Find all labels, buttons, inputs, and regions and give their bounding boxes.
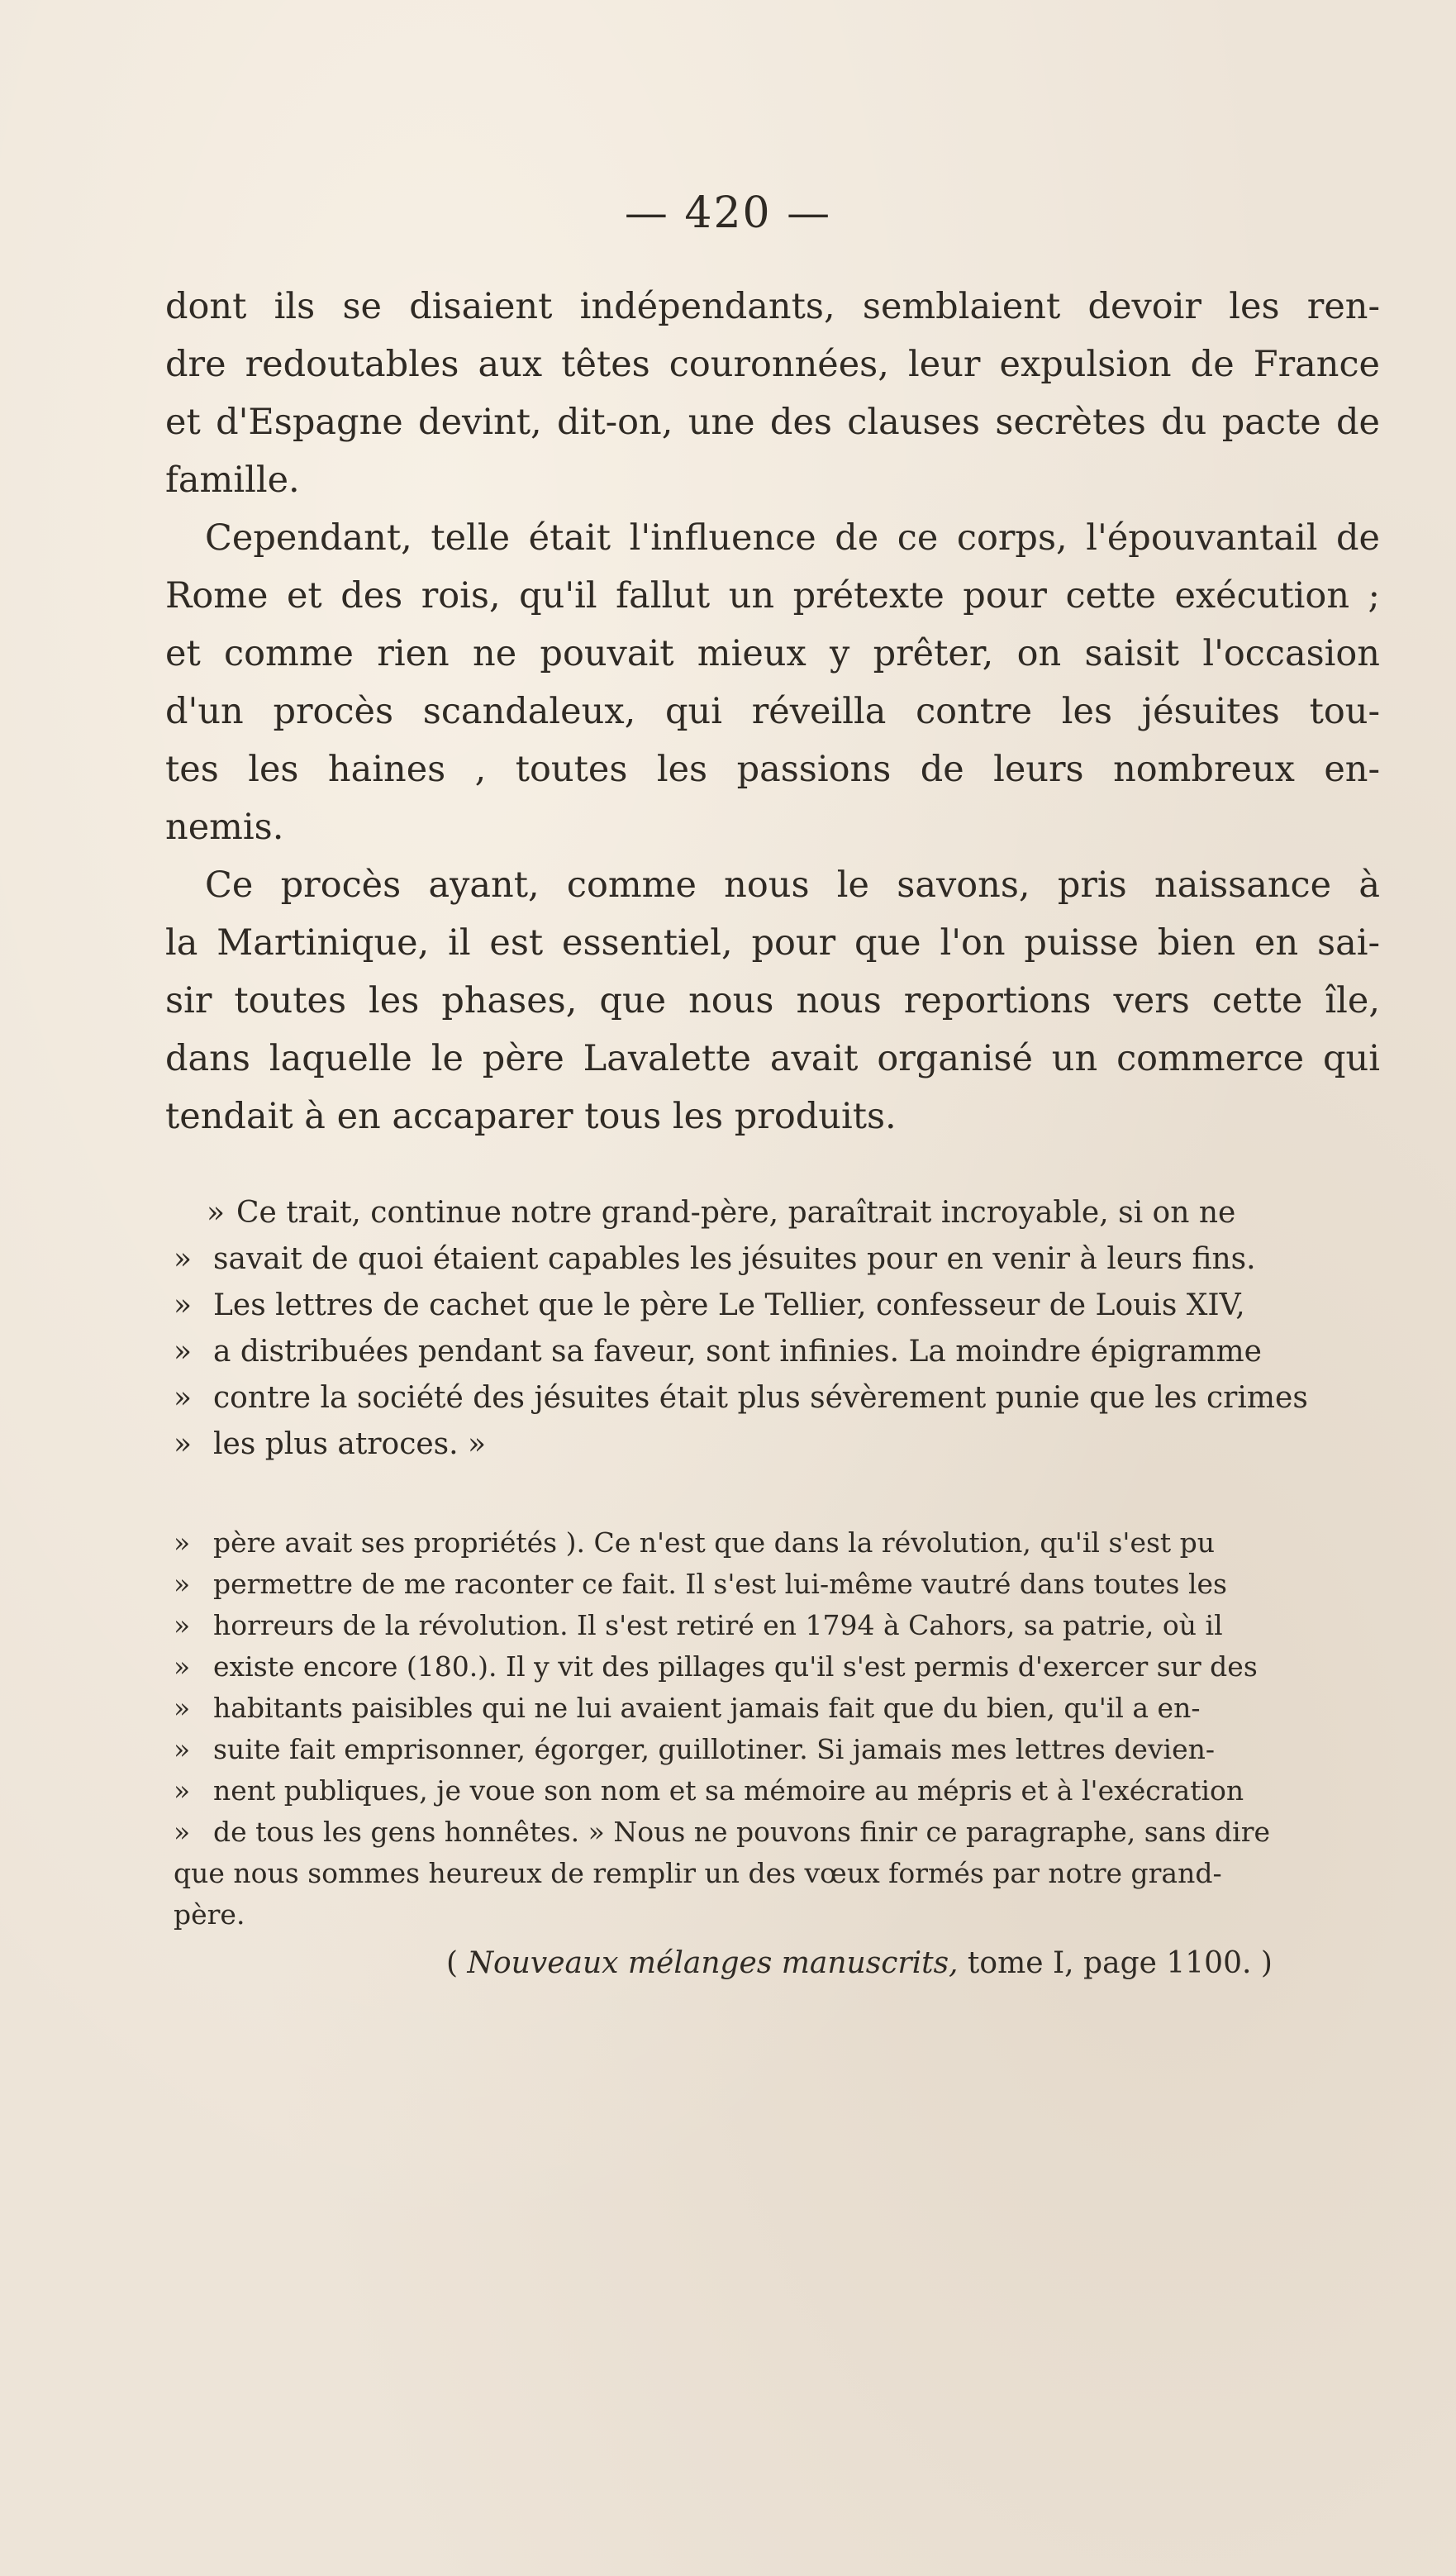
quote-text: Les lettres de cachet que le père Le Tellier, confesseur de Louis XIV,: [213, 1288, 1245, 1322]
footnote-text: habitants paisibles qui ne lui avaient jamais fait que du bien, qu'il a en-: [213, 1692, 1201, 1724]
body-line: Ce procès ayant, comme nous le savons, pris naissance à: [205, 864, 1380, 906]
quote-mark: »: [174, 1568, 191, 1600]
quote-mark: »: [174, 1774, 191, 1807]
footnote-text: suite fait emprisonner, égorger, guillotiner. Si jamais mes lettres devien-: [213, 1733, 1216, 1765]
quote-mark: »: [174, 1692, 191, 1724]
body-line: sir toutes les phases, que nous nous reportions vers cette île,: [165, 980, 1380, 1021]
footnote-text: permettre de me raconter ce fait. Il s'est lui-même vautré dans toutes les: [213, 1568, 1227, 1600]
quote-mark: »: [207, 1196, 226, 1230]
footnote-line: [174, 1605, 1380, 1646]
quote-mark: »: [174, 1381, 193, 1415]
footnote-line: [174, 1646, 1380, 1688]
quote-mark: »: [174, 1427, 193, 1461]
footnote-text: horreurs de la révolution. Il s'est retiré en 1794 à Cahors, sa patrie, où il: [213, 1609, 1223, 1641]
citation-open: (: [446, 1946, 468, 1980]
body-line: dre redoutables aux têtes couronnées, leur expulsion de France: [165, 344, 1380, 385]
quote-mark: »: [174, 1288, 193, 1322]
quote-text: Ce trait, continue notre grand-père, paraîtrait incroyable, si on ne: [236, 1196, 1236, 1230]
body-line: la Martinique, il est essentiel, pour que l'on puisse bien en sai-: [165, 922, 1380, 964]
quote-mark: »: [174, 1242, 193, 1276]
quote-line: [174, 1190, 1380, 1236]
body-line: dans laquelle le père Lavalette avait organisé un commerce qui: [165, 1038, 1380, 1079]
quote-mark: »: [174, 1335, 193, 1369]
quote-mark: »: [174, 1733, 191, 1765]
body-line: nemis.: [165, 807, 284, 848]
citation-rest: tome I, page 1100. ): [958, 1946, 1273, 1980]
body-line: tes les haines , toutes les passions de leurs nombreux en-: [165, 749, 1380, 790]
footnote-line: [174, 1812, 1380, 1853]
footnote-text: que nous sommes heureux de remplir un des vœux formés par notre grand-: [174, 1857, 1222, 1889]
quote-line: [174, 1236, 1380, 1283]
footnote-line: [174, 1894, 1380, 1936]
body-line: tendait à en accaparer tous les produits.: [165, 1096, 897, 1137]
page-number: — 420 —: [624, 188, 832, 238]
footnote-line: [174, 1770, 1380, 1812]
quote-mark: »: [174, 1609, 191, 1641]
quote-mark: »: [174, 1650, 191, 1683]
citation-title: Nouveaux mélanges manuscrits,: [467, 1946, 959, 1980]
citation: [446, 1940, 1380, 1987]
footnote-line: [174, 1729, 1380, 1770]
quote-line: [174, 1329, 1380, 1375]
quote-line: [174, 1283, 1380, 1329]
body-line: et d'Espagne devint, dit-on, une des clauses secrètes du pacte de: [165, 402, 1380, 443]
quote-mark: »: [174, 1526, 191, 1559]
footnote-line: [174, 1688, 1380, 1729]
footnote-text: existe encore (180.). Il y vit des pillages qu'il s'est permis d'exercer sur des: [213, 1650, 1258, 1683]
body-line: Cependant, telle était l'influence de ce corps, l'épouvantail de: [205, 517, 1380, 559]
body-line: famille.: [165, 459, 300, 501]
footnote-text: de tous les gens honnêtes. » Nous ne pouvons finir ce paragraphe, sans dire: [213, 1816, 1271, 1848]
body-line: et comme rien ne pouvait mieux y prêter, on saisit l'occasion: [165, 633, 1380, 674]
body-line: d'un procès scandaleux, qui réveilla contre les jésuites tou-: [165, 691, 1380, 732]
quote-text: a distribuées pendant sa faveur, sont infinies. La moindre épigramme: [213, 1335, 1262, 1369]
footnote-line: [174, 1522, 1380, 1564]
footnote-line: [174, 1853, 1380, 1894]
quote-mark: »: [174, 1816, 191, 1848]
footnote-text: père.: [174, 1898, 245, 1931]
body-line: dont ils se disaient indépendants, semblaient devoir les ren-: [165, 286, 1380, 327]
quote-text: les plus atroces. »: [213, 1427, 487, 1461]
quote-line: [174, 1375, 1380, 1421]
quote-text: savait de quoi étaient capables les jésuites pour en venir à leurs fins.: [213, 1242, 1256, 1276]
footnote-line: [174, 1564, 1380, 1605]
body-line: Rome et des rois, qu'il fallut un prétexte pour cette exécution ;: [165, 575, 1380, 617]
quote-text: contre la société des jésuites était plus sévèrement punie que les crimes: [213, 1381, 1308, 1415]
footnote-text: père avait ses propriétés ). Ce n'est que dans la révolution, qu'il s'est pu: [213, 1526, 1216, 1559]
footnote-text: nent publiques, je voue son nom et sa mémoire au mépris et à l'exécration: [213, 1774, 1244, 1807]
quote-line: [174, 1421, 1380, 1468]
